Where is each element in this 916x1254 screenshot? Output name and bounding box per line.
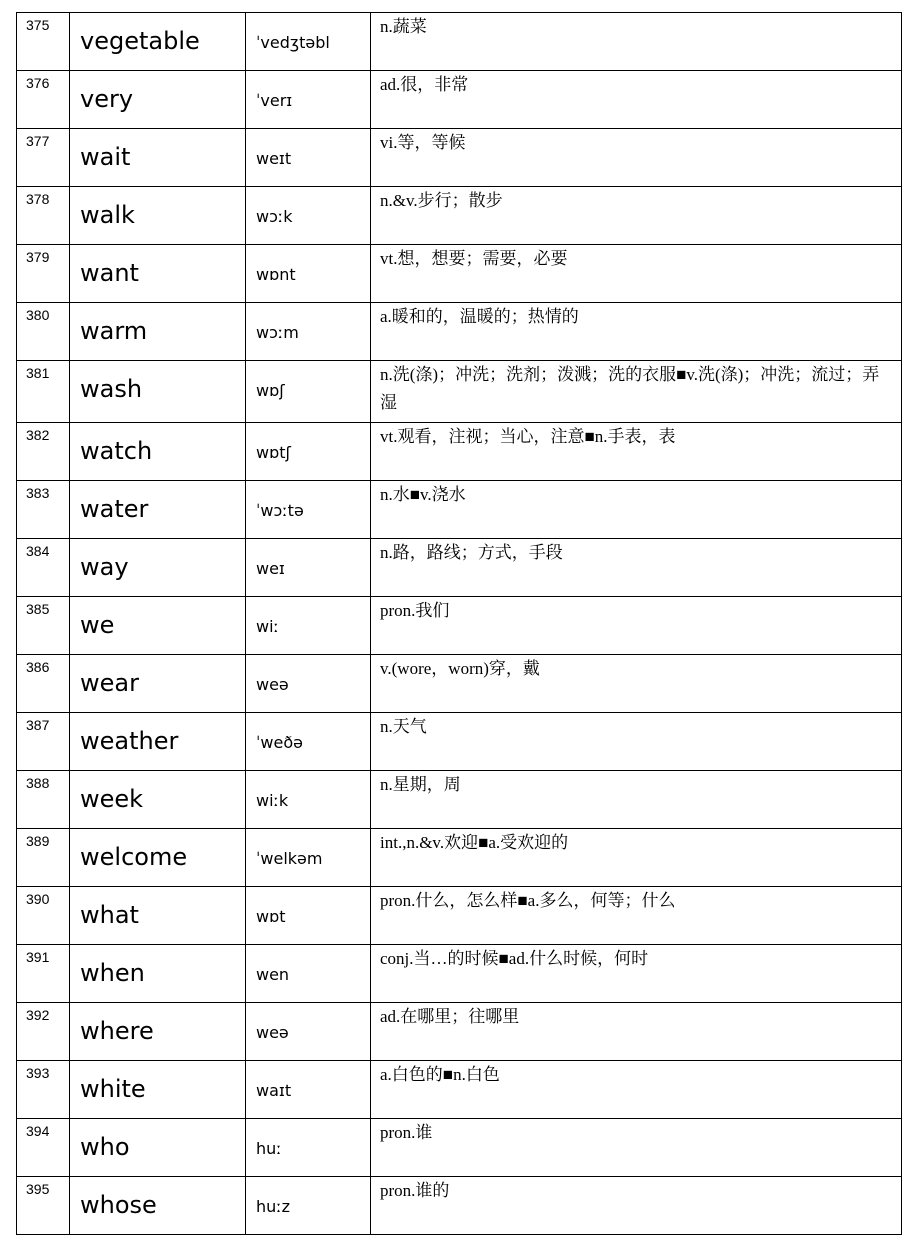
entry-number: 393: [17, 1061, 70, 1119]
entry-number: 383: [17, 481, 70, 539]
entry-word: who: [70, 1119, 246, 1177]
entry-number: 385: [17, 597, 70, 655]
entry-phonetic: huːz: [246, 1177, 371, 1235]
entry-number: 382: [17, 423, 70, 481]
entry-phonetic: ˈverɪ: [246, 71, 371, 129]
entry-phonetic: ˈwelkəm: [246, 829, 371, 887]
table-row: [17, 481, 902, 539]
entry-definition: pron.我们: [371, 597, 902, 655]
entry-word: wash: [70, 361, 246, 423]
entry-number: 379: [17, 245, 70, 303]
table-row: [17, 303, 902, 361]
table-row: [17, 1119, 902, 1177]
entry-phonetic: wɔːk: [246, 187, 371, 245]
entry-word: where: [70, 1003, 246, 1061]
table-row: [17, 1177, 902, 1235]
table-row: [17, 13, 902, 71]
table-row: [17, 71, 902, 129]
table-row: [17, 187, 902, 245]
entry-definition: vt.想，想要；需要，必要: [371, 245, 902, 303]
entry-phonetic: wɒnt: [246, 245, 371, 303]
vocabulary-table: [16, 12, 902, 1235]
entry-definition: n.&v.步行；散步: [371, 187, 902, 245]
entry-phonetic: weə: [246, 655, 371, 713]
entry-word: whose: [70, 1177, 246, 1235]
table-row: [17, 655, 902, 713]
entry-word: welcome: [70, 829, 246, 887]
entry-phonetic: wɒʃ: [246, 361, 371, 423]
entry-number: 384: [17, 539, 70, 597]
entry-number: 388: [17, 771, 70, 829]
entry-definition: int.,n.&v.欢迎■a.受欢迎的: [371, 829, 902, 887]
entry-definition: ad.在哪里；往哪里: [371, 1003, 902, 1061]
entry-definition: a.白色的■n.白色: [371, 1061, 902, 1119]
table-row: [17, 1003, 902, 1061]
entry-phonetic: wiːk: [246, 771, 371, 829]
entry-word: white: [70, 1061, 246, 1119]
entry-word: walk: [70, 187, 246, 245]
entry-word: when: [70, 945, 246, 1003]
entry-word: way: [70, 539, 246, 597]
entry-phonetic: wiː: [246, 597, 371, 655]
entry-word: we: [70, 597, 246, 655]
entry-definition: v.(wore，worn)穿，戴: [371, 655, 902, 713]
entry-definition: a.暖和的，温暖的；热情的: [371, 303, 902, 361]
entry-phonetic: huː: [246, 1119, 371, 1177]
entry-number: 387: [17, 713, 70, 771]
entry-definition: n.洗(涤)；冲洗；洗剂；泼溅；洗的衣服■v.洗(涤)；冲洗；流过；弄湿: [371, 361, 902, 423]
entry-phonetic: ˈwɔːtə: [246, 481, 371, 539]
table-row: [17, 129, 902, 187]
entry-phonetic: waɪt: [246, 1061, 371, 1119]
entry-definition: pron.谁: [371, 1119, 902, 1177]
table-row: [17, 713, 902, 771]
entry-number: 380: [17, 303, 70, 361]
table-row: [17, 1061, 902, 1119]
entry-word: weather: [70, 713, 246, 771]
entry-definition: n.水■v.浇水: [371, 481, 902, 539]
entry-number: 394: [17, 1119, 70, 1177]
entry-definition: n.星期，周: [371, 771, 902, 829]
table-row: [17, 539, 902, 597]
entry-word: what: [70, 887, 246, 945]
entry-definition: n.路，路线；方式，手段: [371, 539, 902, 597]
entry-definition: n.天气: [371, 713, 902, 771]
entry-number: 389: [17, 829, 70, 887]
entry-word: warm: [70, 303, 246, 361]
entry-definition: conj.当…的时候■ad.什么时候，何时: [371, 945, 902, 1003]
table-row: [17, 423, 902, 481]
entry-word: wear: [70, 655, 246, 713]
entry-word: week: [70, 771, 246, 829]
table-row: [17, 945, 902, 1003]
entry-number: 391: [17, 945, 70, 1003]
table-row: [17, 597, 902, 655]
entry-word: very: [70, 71, 246, 129]
entry-word: vegetable: [70, 13, 246, 71]
entry-phonetic: weɪt: [246, 129, 371, 187]
entry-word: watch: [70, 423, 246, 481]
entry-definition: n.蔬菜: [371, 13, 902, 71]
entry-word: wait: [70, 129, 246, 187]
entry-phonetic: wɔːm: [246, 303, 371, 361]
entry-phonetic: weə: [246, 1003, 371, 1061]
entry-number: 378: [17, 187, 70, 245]
entry-phonetic: weɪ: [246, 539, 371, 597]
entry-phonetic: wɒtʃ: [246, 423, 371, 481]
entry-number: 392: [17, 1003, 70, 1061]
table-row: [17, 245, 902, 303]
entry-phonetic: wɒt: [246, 887, 371, 945]
table-row: [17, 829, 902, 887]
table-row: [17, 887, 902, 945]
entry-number: 381: [17, 361, 70, 423]
entry-number: 377: [17, 129, 70, 187]
entry-definition: pron.什么，怎么样■a.多么，何等；什么: [371, 887, 902, 945]
entry-number: 376: [17, 71, 70, 129]
entry-definition: ad.很，非常: [371, 71, 902, 129]
table-row: [17, 771, 902, 829]
entry-phonetic: ˈvedʒtəbl: [246, 13, 371, 71]
entry-definition: pron.谁的: [371, 1177, 902, 1235]
entry-word: water: [70, 481, 246, 539]
entry-number: 395: [17, 1177, 70, 1235]
entry-number: 375: [17, 13, 70, 71]
entry-definition: vt.观看，注视；当心，注意■n.手表，表: [371, 423, 902, 481]
entry-word: want: [70, 245, 246, 303]
entry-phonetic: ˈweðə: [246, 713, 371, 771]
entry-number: 390: [17, 887, 70, 945]
vocabulary-table-body: [17, 13, 902, 1235]
entry-phonetic: wen: [246, 945, 371, 1003]
table-row: [17, 361, 902, 423]
entry-definition: vi.等，等候: [371, 129, 902, 187]
entry-number: 386: [17, 655, 70, 713]
